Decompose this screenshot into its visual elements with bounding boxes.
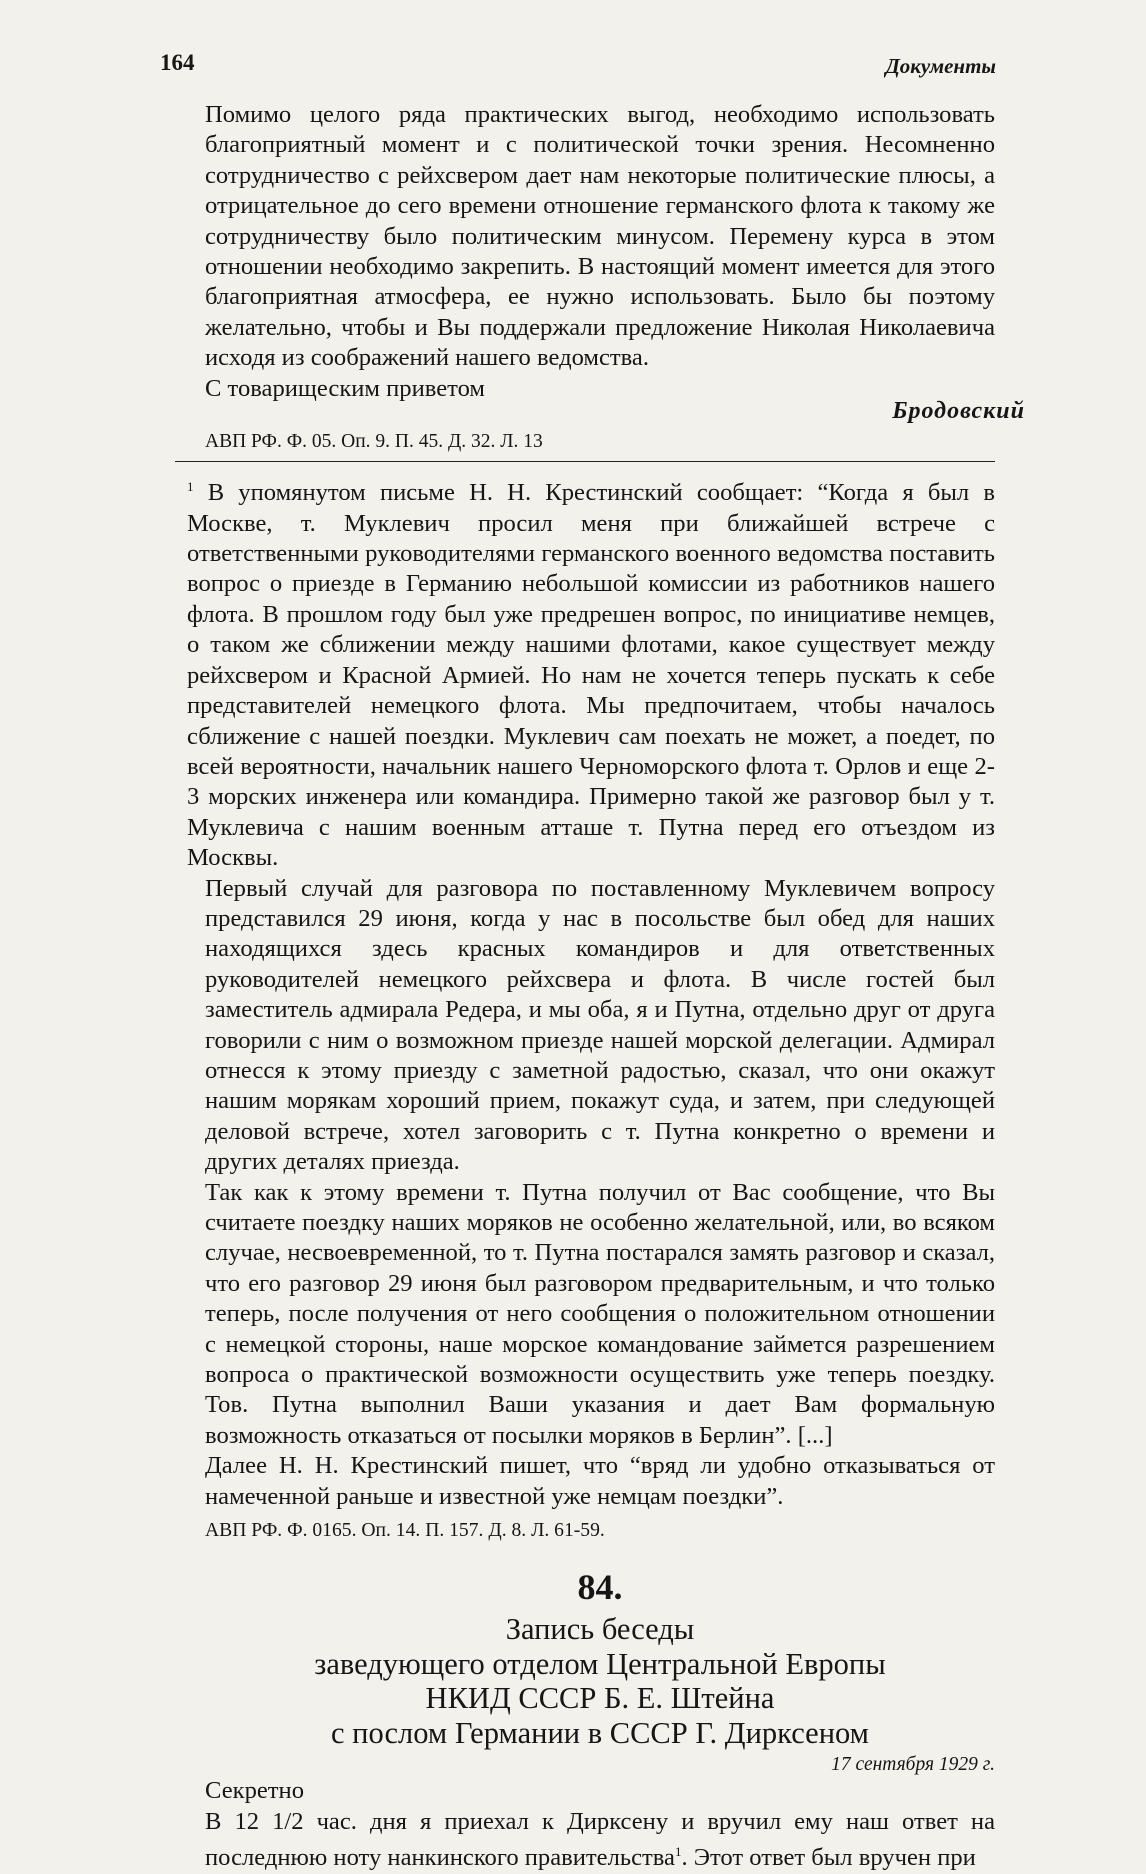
title-line: Запись беседы [505,1612,695,1647]
document-date: 17 сентября 1929 г. [831,1754,995,1776]
running-title: Документы [885,54,996,78]
letter-source: АВП РФ. Ф. 05. Оп. 9. П. 45. Д. 32. Л. 13 [205,431,543,453]
footnote [187,472,995,1544]
page-header [160,50,996,84]
footnote-source: АВП РФ. Ф. 0165. Оп. 14. П. 157. Д. 8. Л. 61-59. [205,1520,605,1542]
body-paragraph: В 12 1/2 час. дня я приехал к Дирксену и вручил ему наш ответ на последнюю ноту нанкинского правительства$^1$. Этот ответ был вручен при [205,1807,995,1872]
footnote-paragraph: Так как к этому времени т. Путна получил от Вас сообщение, что Вы считаете поездку наших моряков не особенно желательной, или, во всяком случае, несвоевременной, то т. Путна постарался замять разговор и сказал, что его разговор 29 июня был разговором предварительным, и что только теперь, после получения от него сообщения о положительном отношении с немецкой стороны, наше морское командование займется разрешением вопроса о практической возможности осуществить уже теперь поездку. Тов. Путна выполнил Ваши указания и дает Вам формальную возможность отказаться от посылки моряков в Берлин”. [...] [205,1178,995,1449]
footnote-paragraph: Первый случай для разговора по поставленному Муклевичем вопросу представился 29 июня, когда у нас в посольстве был обед для наших находящихся здесь красных командиров и для ответственных руководителей немецкого рейхсвера и флота. В числе гостей был заместитель адмирала Редера, и мы оба, я и Путна, отдельно друг от друга говорили с ним о возможном приезде нашей морской делегации. Адмирал отнесся к этому приезду с заметной радостью, сказал, что они окажут нашим морякам хороший прием, покажут суда, и затем, при следующей деловой встрече, хотел заговорить с т. Путна конкретно о времени и других деталях приезда. [205,874,995,1176]
document-body [205,1776,995,1873]
page-number: 164 [160,50,195,75]
letter-section [187,100,1025,1874]
document-number: 84. [577,1567,623,1608]
letter-signature: Бродовский [892,398,1025,425]
title-line: заведующего отделом Центральной Европы [314,1646,886,1681]
body-footnote-marker: 1 [674,1844,682,1860]
classification-label: Секретно [205,1777,304,1805]
title-line: с послом Германии в СССР Г. Дирксеном [331,1715,869,1750]
title-line: НКИД СССР Б. Е. Штейна [425,1681,775,1716]
footnote-marker: 1 [187,479,194,495]
footnote-paragraph: Далее Н. Н. Крестинский пишет, что “вряд ли удобно отказываться от намеченной раньше и известной уже немцам поездки”. [205,1452,995,1510]
letter-greeting: С товарищеским приветом [205,374,485,402]
document-title [205,1612,995,1750]
footnote-paragraph: $^1$ В упомянутом письме Н. Н. Крестинский сообщает: “Когда я был в Москве, т. Муклевич просил меня при ближайшей встрече с ответственными руководителями германского военного ведомства поставить вопрос о приезде в Германию небольшой комиссии из работников нашего флота. В прошлом году был уже предрешен вопрос, по инициативе немцев, о таком же сближении между нашими флотами, какое существует между рейхсвером и Красной Армией. Но нам не хочется теперь пускать к себе представителей немецкого флота. Мы предпочитаем, чтобы началось сближение с нашей поездки. Муклевич сам поехать не может, а поедет, по всей вероятности, начальник нашего Черноморского флота т. Орлов и еще 2-3 морских инженера или командира. Примерно такой же разговор был у т. Муклевича с нашим военным атташе т. Путна перед его отъездом из Москвы. [187,479,995,872]
footnote-divider [175,461,995,462]
letter-paragraph: Помимо целого ряда практических выгод, необходимо использовать благоприятный момент и с политической точки зрения. Несомненно сотрудничество с рейхсвером дает нам некоторые политические плюсы, а отрицательное до сего времени отношение германского флота к такому же сотрудничеству было политическим минусом. Перемену курса в этом отношении необходимо закрепить. В настоящий момент имеется для этого благоприятная атмосфера, ее нужно использовать. Было бы поэтому желательно, чтобы и Вы поддержали предложение Николая Николаевича исходя из соображений нашего ведомства. [205,101,995,372]
